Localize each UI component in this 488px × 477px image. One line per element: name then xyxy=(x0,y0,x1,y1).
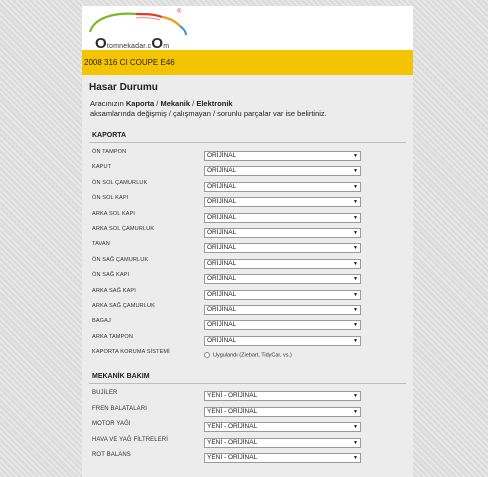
kaporta-row-label: ÖN TAMPON xyxy=(92,149,127,155)
triangle-down-icon: ▼ xyxy=(353,393,358,400)
kaporta-condition-select[interactable] xyxy=(204,243,361,253)
triangle-down-icon: ▼ xyxy=(353,153,358,159)
protection-option-label: Uygulandı (Ziebart, TidyCar, vs.) xyxy=(213,352,292,359)
logo-middle-text: tomnekadar.c xyxy=(106,43,152,50)
page-container xyxy=(82,6,413,477)
select-value: YENİ - ORİJİNAL xyxy=(207,423,258,431)
kaporta-row-label: ARKA SOL ÇAMURLUK xyxy=(92,225,155,232)
select-value: YENİ - ORİJİNAL xyxy=(207,392,258,400)
triangle-down-icon: ▼ xyxy=(353,306,358,313)
mekanik-section-title: MEKANİK BAKIM xyxy=(89,373,406,384)
form-content xyxy=(82,75,413,477)
kaporta-row-label: KAPUT xyxy=(92,164,112,171)
protection-label: KAPORTA KORUMA SİSTEMİ xyxy=(92,349,170,356)
logo-suffix: m xyxy=(163,43,170,50)
triangle-down-icon: ▼ xyxy=(353,439,358,446)
triangle-down-icon: ▼ xyxy=(353,168,358,175)
mekanik-row xyxy=(89,452,406,467)
kaporta-condition-select[interactable] xyxy=(204,151,361,161)
protection-checkbox[interactable] xyxy=(204,352,210,358)
logo-registered-mark: ® xyxy=(177,9,182,15)
select-value: ORİJİNAL xyxy=(207,228,237,236)
mekanik-condition-select[interactable] xyxy=(204,438,361,448)
triangle-down-icon: ▼ xyxy=(353,424,358,431)
select-value: YENİ - ORİJİNAL xyxy=(207,438,258,446)
select-value: ORİJİNAL xyxy=(207,290,237,298)
kaporta-row xyxy=(89,226,406,241)
triangle-down-icon: ▼ xyxy=(353,214,358,221)
mekanik-row xyxy=(89,437,406,452)
kaporta-condition-select[interactable] xyxy=(204,305,361,315)
kaporta-section-title: KAPORTA xyxy=(89,132,406,143)
triangle-down-icon: ▼ xyxy=(353,408,358,415)
mekanik-condition-select[interactable] xyxy=(204,407,361,417)
car-title-bar xyxy=(82,50,413,75)
kaporta-condition-select[interactable] xyxy=(204,166,361,176)
kaporta-row xyxy=(89,195,406,210)
mekanik-row-label: ROT BALANS xyxy=(92,452,131,459)
kaporta-row-label: ARKA SAĞ ÇAMURLUK xyxy=(92,302,155,309)
kaporta-row-label: ARKA SOL KAPI xyxy=(92,210,136,217)
protection-option[interactable] xyxy=(204,352,292,358)
kaporta-row xyxy=(89,180,406,195)
intro-kaporta: Kaporta xyxy=(125,99,155,108)
mekanik-row xyxy=(89,390,406,405)
kaporta-row-label: ÖN SOL KAPI xyxy=(92,195,129,202)
kaporta-rows xyxy=(89,149,406,349)
mekanik-condition-select[interactable] xyxy=(204,422,361,432)
triangle-down-icon: ▼ xyxy=(353,260,358,267)
mekanik-row xyxy=(89,406,406,421)
intro-sep: / xyxy=(190,99,197,108)
logo-letter-right: O xyxy=(151,35,164,52)
kaporta-row xyxy=(89,303,406,318)
triangle-down-icon: ▼ xyxy=(353,337,358,344)
select-value: ORİJİNAL xyxy=(207,275,237,283)
car-title: 2008 316 CI COUPE E46 xyxy=(84,58,175,67)
kaporta-condition-select[interactable] xyxy=(204,213,361,223)
mekanik-row xyxy=(89,421,406,436)
logo-wordmark xyxy=(95,35,169,52)
protection-row xyxy=(89,349,406,364)
kaporta-row xyxy=(89,241,406,256)
triangle-down-icon: ▼ xyxy=(353,183,358,190)
kaporta-row-label: ARKA SAĞ KAPI xyxy=(92,287,136,294)
select-value: YENİ - ORİJİNAL xyxy=(207,454,258,462)
kaporta-row xyxy=(89,257,406,272)
kaporta-row xyxy=(89,149,406,164)
select-value: ORİJİNAL xyxy=(207,244,237,252)
kaporta-condition-select[interactable] xyxy=(204,197,361,207)
kaporta-row-label: ÖN SAĞ KAPI xyxy=(92,272,130,279)
mekanik-row-label: FREN BALATALARI xyxy=(92,405,147,412)
kaporta-row-label: TAVAN xyxy=(92,241,110,248)
select-value: YENİ - ORİJİNAL xyxy=(207,407,258,415)
kaporta-row xyxy=(89,288,406,303)
kaporta-row-label: ÖN SAĞ ÇAMURLUK xyxy=(92,256,149,263)
kaporta-condition-select[interactable] xyxy=(204,274,361,284)
triangle-down-icon: ▼ xyxy=(353,245,358,252)
select-value: ORİJİNAL xyxy=(207,213,237,221)
kaporta-row-label: BAGAJ xyxy=(92,318,111,325)
kaporta-condition-select[interactable] xyxy=(204,320,361,330)
select-value: ORİJİNAL xyxy=(207,321,237,329)
kaporta-row xyxy=(89,211,406,226)
site-logo[interactable] xyxy=(82,6,413,50)
kaporta-condition-select[interactable] xyxy=(204,259,361,269)
triangle-down-icon: ▼ xyxy=(353,229,358,236)
mekanik-row-label: HAVA VE YAĞ FİLTRELERİ xyxy=(92,436,169,443)
intro-line2: aksamlarında değişmiş / çalışmayan / sorunlu parçalar var ise belirtiniz. xyxy=(90,109,327,118)
mekanik-condition-select[interactable] xyxy=(204,391,361,401)
kaporta-condition-select[interactable] xyxy=(204,228,361,238)
triangle-down-icon: ▼ xyxy=(353,322,358,329)
mekanik-rows xyxy=(89,390,406,467)
intro-sep: / xyxy=(154,99,161,108)
mekanik-row-label: MOTOR YAĞI xyxy=(92,421,131,428)
triangle-down-icon: ▼ xyxy=(353,291,358,298)
select-value: ORİJİNAL xyxy=(207,167,237,175)
intro-text xyxy=(89,99,406,119)
page-title: Hasar Durumu xyxy=(89,82,158,93)
mekanik-row-label: BUJİLER xyxy=(92,390,118,397)
intro-mekanik: Mekanik xyxy=(160,99,191,108)
triangle-down-icon: ▼ xyxy=(353,276,358,283)
select-value: ORİJİNAL xyxy=(207,182,237,190)
kaporta-row xyxy=(89,272,406,287)
logo-letter-left: O xyxy=(95,35,107,52)
kaporta-condition-select[interactable] xyxy=(204,290,361,300)
triangle-down-icon: ▼ xyxy=(353,455,358,462)
kaporta-row-label: ÖN SOL ÇAMURLUK xyxy=(92,179,148,186)
kaporta-row xyxy=(89,164,406,179)
kaporta-condition-select[interactable] xyxy=(204,336,361,346)
select-value: ORİJİNAL xyxy=(207,305,237,313)
kaporta-row xyxy=(89,318,406,333)
intro-elektronik: Elektronik xyxy=(196,99,233,108)
select-value: ORİJİNAL xyxy=(207,336,237,344)
select-value: ORİJİNAL xyxy=(207,152,237,159)
kaporta-row xyxy=(89,334,406,349)
kaporta-row-label: ARKA TAMPON xyxy=(92,333,133,340)
intro-prefix: Aracınızın xyxy=(90,99,126,108)
select-value: ORİJİNAL xyxy=(207,198,237,206)
mekanik-condition-select[interactable] xyxy=(204,453,361,463)
kaporta-condition-select[interactable] xyxy=(204,182,361,192)
select-value: ORİJİNAL xyxy=(207,259,237,267)
triangle-down-icon: ▼ xyxy=(353,199,358,206)
